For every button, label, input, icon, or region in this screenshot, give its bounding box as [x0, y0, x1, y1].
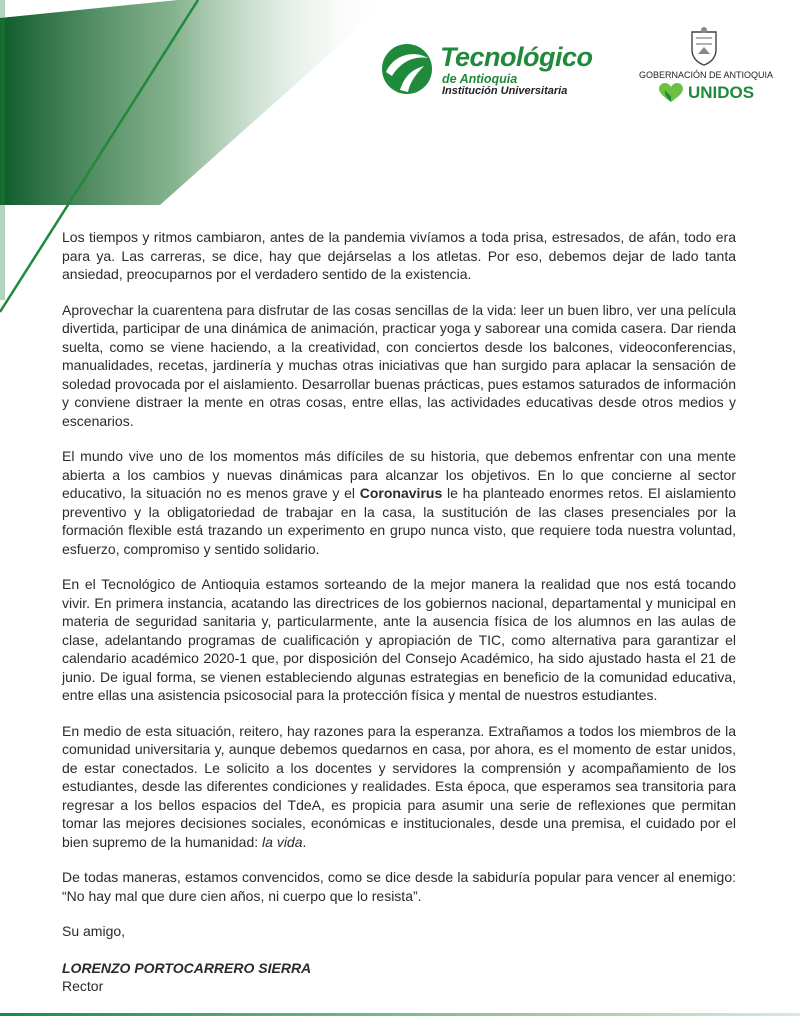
government-slogan: UNIDOS — [688, 83, 755, 102]
footer-line — [0, 1013, 800, 1016]
letter-paragraph-6: De todas maneras, estamos convencidos, como se dice desde la sabiduría popular para vencer al enemigo: “No hay mal que dure cien años, ni cuerpo que lo resista”. — [62, 869, 736, 904]
gobernacion-logo — [638, 26, 774, 106]
institution-subname: de Antioquia — [442, 72, 518, 86]
letter-paragraph-3 — [62, 447, 736, 558]
paragraph-3-text-b: le ha planteado enormes retos. El aislamiento preventivo y la obligatoriedad de trabajar en la casa, la sustitución de las clases presenciales por la formación flexible está trazando un experimento en grupo nunca visto, que requiere toda nuestra voluntad, esfuerzo, compromiso y sentido solidario. — [62, 485, 736, 557]
heart-icon — [658, 83, 684, 103]
government-name: GOBERNACIÓN DE ANTIOQUIA — [638, 70, 774, 80]
signer-title: Rector — [62, 978, 104, 994]
coronavirus-emphasis: Coronavirus — [359, 485, 443, 501]
coat-of-arms-icon — [688, 26, 720, 66]
institution-name: Tecnológico — [440, 42, 593, 72]
decor-gradient-band — [0, 0, 390, 205]
letter-paragraph-2: Aprovechar la cuarentena para disfrutar de las cosas sencillas de la vida: leer un buen libro, ver una película divertida, participar de una dinámica de animación, practicar yoga y saborear una comida casera. Dar rienda suelta, como se viene haciendo, a la creatividad, con conciertos desde los balcones, videoconferencias, manualidades, recetas, jardinería y muchas otras iniciativas que han surgido para aplacar la sensación de soledad provocada por el aislamiento. Desarrollar buenas prácticas, pues estamos saturados de información y conviene distraer la mente en otras cosas, entre ellas, las actividades educativas desde otros medios y escenarios. — [62, 301, 736, 429]
paragraph-5-text-a: En medio de esta situación, reitero, hay razones para la esperanza. Extrañamos a todos los miembros de la comunidad universitaria y, aunque debemos quedarnos en casa, por ahora, es el momento de estar unidos, de estar conectados. Le solicito a los docentes y servidores la comprensión y acompañamiento de los estudiantes, desde las diferentes condiciones y realidades. Esta época, que esperamos sea transitoria para regresar a los bellos espacios del TdeA, es propicia para asumir una serie de reflexiones que permitan tomar las mejores decisiones sociales, económicas e institucionales, desde una premisa, el cuidado por el bien supremo de la humanidad: — [62, 722, 736, 850]
letter-signoff: Su amigo, — [62, 923, 126, 939]
green-ball-logo-icon — [380, 42, 434, 96]
signer-name: LORENZO PORTOCARRERO SIERRA — [62, 959, 312, 976]
institution-type: Institución Universitaria — [442, 85, 568, 97]
tecnologico-logo — [380, 40, 620, 100]
paragraph-3-text-a: El mundo vive uno de los momentos más difíciles de su historia, que debemos enfrentar con una mente abierta a los cambios y nuevas dinámicas para alcanzar los objetivos. En lo que concierne al sector educativo, la situación no es menos grave y el — [62, 448, 736, 501]
letter-body — [62, 228, 736, 996]
la-vida-emphasis: la vida — [262, 833, 303, 850]
letter-paragraph-5 — [62, 722, 736, 852]
decor-white-wedge — [0, 205, 44, 270]
paragraph-5-text-b: . — [302, 833, 307, 850]
letter-paragraph-1: Los tiempos y ritmos cambiaron, antes de la pandemia vivíamos a toda prisa, estresados, de afán, todo era para ya. Las carreras, se dice, hay que dejárselas a los atletas. Por eso, debemos dejar de lado tanta ansiedad, preocuparnos por el verdadero sentido de la existencia. — [62, 229, 736, 282]
letter-paragraph-4: En el Tecnológico de Antioquia estamos sorteando de la mejor manera la realidad que nos está tocando vivir. En primera instancia, acatando las directrices de los gobiernos nacional, departamental y municipal en materia de seguridad sanitaria y, particularmente, ante la ausencia física de los alumnos en las aulas de clase, adelantando programas de cualificación y apropiación de TIC, como alternativa para garantizar el calendario académico 2020-1 que, por disposición del Consejo Académico, ha sido ajustado hasta el 21 de junio. De igual forma, se vienen estableciendo algunas estrategias en beneficio de la comunidad educativa, entre ellas una asistencia psicosocial para la protección física y mental de nuestros estudiantes. — [62, 576, 736, 703]
